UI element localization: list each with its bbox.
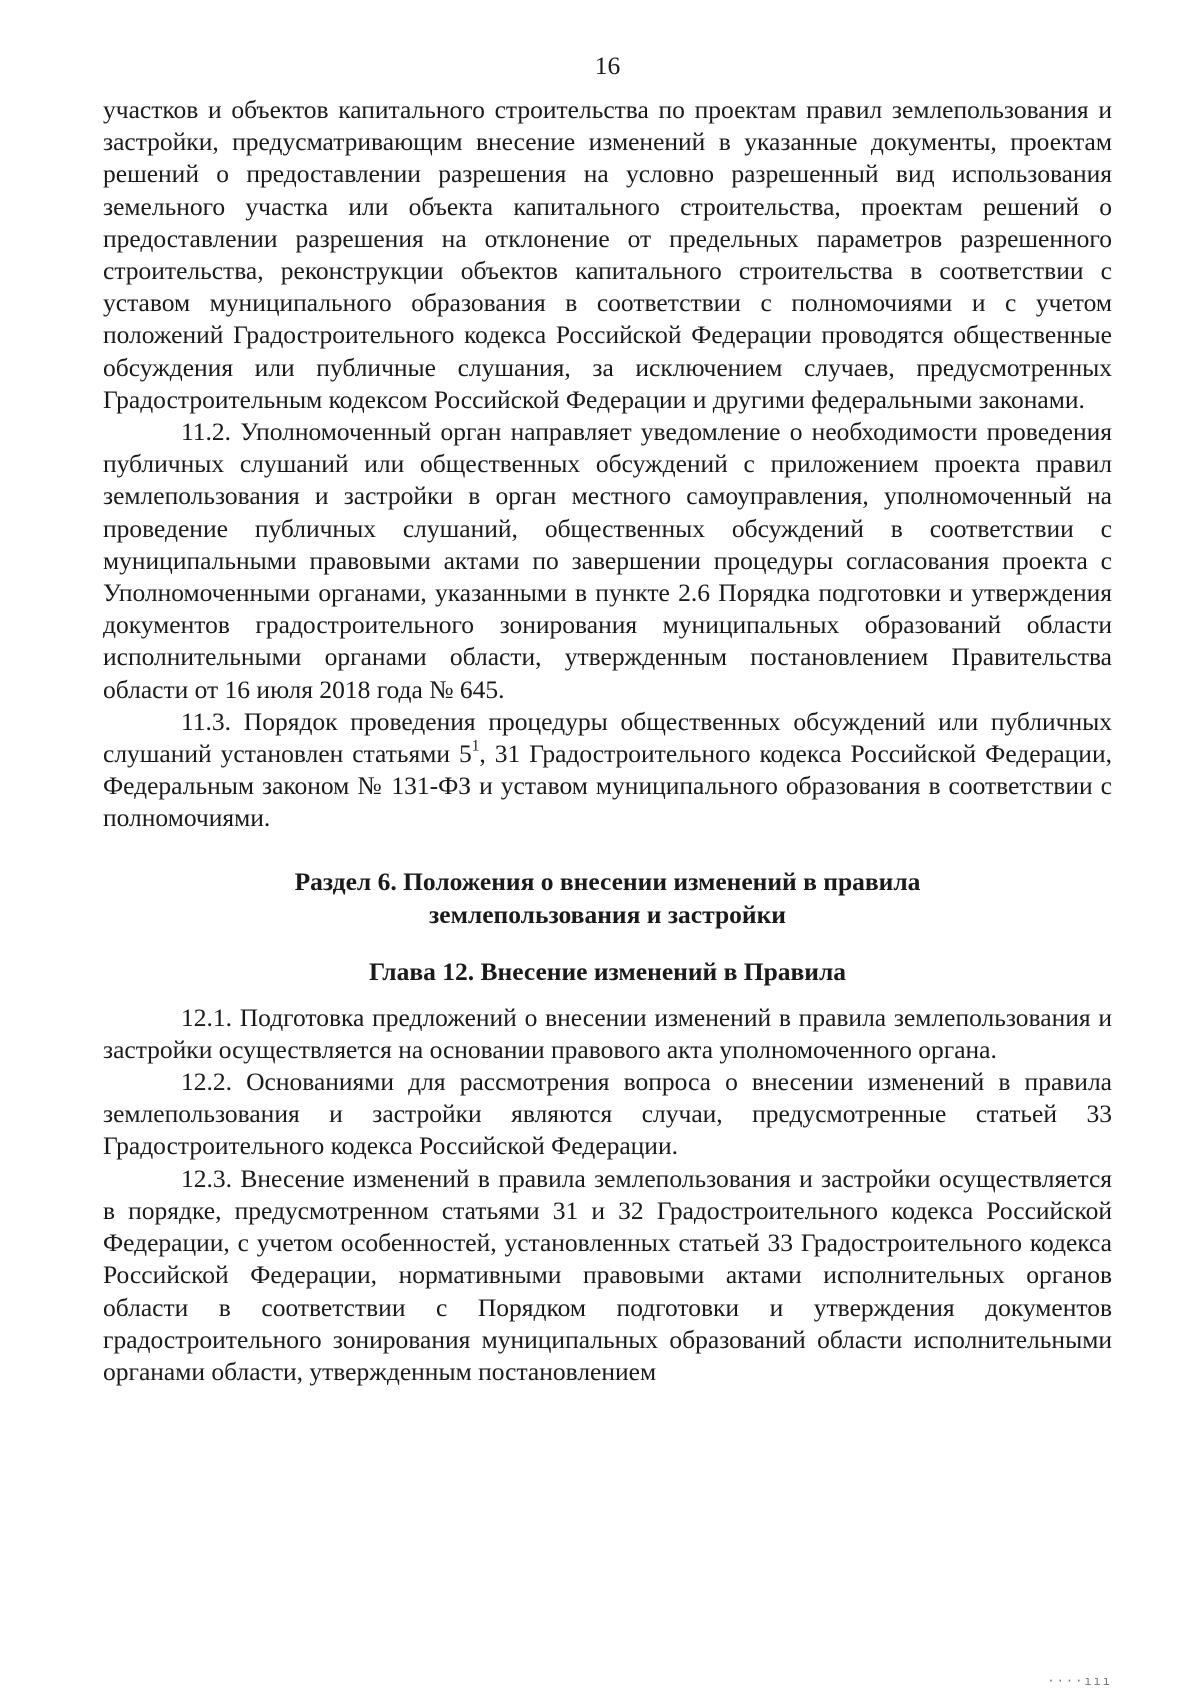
scan-marks: ····ııı: [1047, 1673, 1112, 1688]
section-heading: [103, 865, 1112, 931]
section-heading-line2: землепользования и застройки: [429, 899, 786, 929]
section-heading-line1: Раздел 6. Положения о внесении изменений в правила: [294, 866, 921, 896]
paragraph-11-3-part2: , 31 Градостроительного кодекса Российской Федерации, Федеральным законом № 131-ФЗ и уставом муниципального образования в соответствии с полномочиями.: [103, 739, 1112, 833]
paragraph-11-3: [103, 706, 1112, 835]
paragraph-11-2: 11.2. Уполномоченный орган направляет уведомление о необходимости проведения публичных слушаний или общественных обсуждений с приложением проекта правил землепользования и застройки в орган местного самоуправления, уполномоченный на проведение публичных слушаний, общественных обсуждений в соответствии с муниципальными правовыми актами по завершении процедуры согласования проекта с Уполномоченными органами, указанными в пункте 2.6 Порядка подготовки и утверждения документов градостроительного зонирования муниципальных образований области исполнительными органами области, утвержденным постановлением Правительства области от 16 июля 2018 года № 645.: [103, 417, 1112, 704]
chapter-heading: Глава 12. Внесение изменений в Правила: [368, 956, 847, 986]
paragraph-12-3: 12.3. Внесение изменений в правила землепользования и застройки осуществляется в порядке, предусмотренном статьями 31 и 32 Градостроительного кодекса Российской Федерации, с учетом особенностей, установленных статьей 33 Градостроительного кодекса Российской Федерации, нормативными правовыми актами исполнительных органов области в соответствии с Порядком подготовки и утверждения документов градостроительного зонирования муниципальных образований области исполнительными органами области, утвержденным постановлением: [103, 1163, 1112, 1386]
paragraph-12-1: 12.1. Подготовка предложений о внесении изменений в правила землепользования и застройки осуществляется на основании правового акта уполномоченного органа.: [103, 1002, 1112, 1064]
paragraph-continuation: участков и объектов капитального строительства по проектам правил землепользования и застройки, предусматривающим внесение изменений в указанные документы, проектам решений о предоставлении разрешения на условно разрешенный вид использования земельного участка или объекта капитального строительства, проектам решений о предоставлении разрешения на отклонение от предельных параметров разрешенного строительства, реконструкции объектов капитального строительства в соответствии с уставом муниципального образования в соответствии с полномочиями и с учетом положений Градостроительного кодекса Российской Федерации проводятся общественные обсуждения или публичные слушания, за исключением случаев, предусмотренных Градостроительным кодексом Российской Федерации и другими федеральными законами.: [103, 95, 1112, 414]
superscript-marker: 1: [471, 737, 480, 755]
page-number: 16: [594, 51, 621, 80]
paragraph-12-2: 12.2. Основаниями для рассмотрения вопроса о внесении изменений в правила землепользования и застройки являются случаи, предусмотренные статьей 33 Градостроительного кодекса Российской Федерации.: [103, 1067, 1112, 1161]
paragraph-11-3-part1: 11.3. Порядок проведения процедуры общественных обсуждений или публичных слушаний установлен статьями 5: [103, 706, 1112, 769]
